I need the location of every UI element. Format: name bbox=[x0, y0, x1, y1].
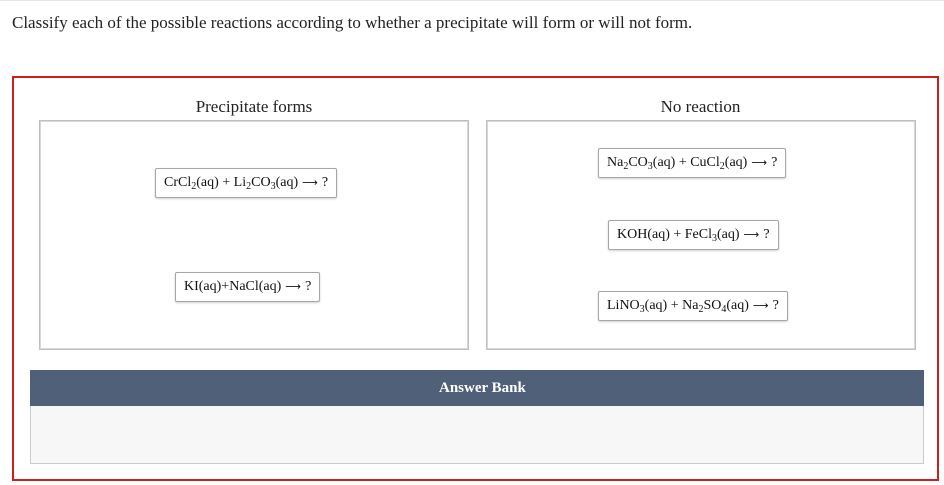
question-instructions: Classify each of the possible reactions according to whether a precipitate will form or will not form. bbox=[12, 13, 693, 32]
reaction-equation: CrCl$_2$(aq) + $Li_2CO_3(aq)$ bbox=[164, 175, 299, 192]
reaction-product-placeholder: ? bbox=[321, 175, 329, 190]
reaction-equation: KI(aq)+NaCl(aq) bbox=[184, 279, 282, 294]
reaction-product-placeholder: ? bbox=[305, 279, 312, 294]
bin-title-no-reaction: No reaction bbox=[660, 97, 741, 116]
reaction-arrow-icon: ⟶ bbox=[302, 176, 318, 189]
reaction-chip-crcl2-li2co3[interactable] bbox=[155, 168, 337, 198]
reaction-arrow-icon: ⟶ bbox=[743, 228, 760, 241]
answer-bank-dropzone[interactable] bbox=[30, 406, 924, 464]
reaction-equation: LiNO$_3$(aq) + $Na_2SO_4(aq)$ bbox=[607, 298, 749, 315]
reaction-equation: KOH(aq) + FeCl$_3$(aq) bbox=[617, 227, 740, 244]
reaction-chip-koh-fecl3[interactable] bbox=[608, 220, 779, 250]
reaction-chip-na2co3-cucl2[interactable] bbox=[598, 148, 786, 178]
top-divider bbox=[0, 0, 944, 1]
reaction-product-placeholder: ? bbox=[763, 227, 770, 242]
reaction-product-placeholder: ? bbox=[771, 155, 778, 170]
bin-precipitate-forms[interactable] bbox=[39, 120, 469, 350]
reaction-chip-lino3-na2so4[interactable] bbox=[598, 291, 788, 321]
reaction-arrow-icon: ⟶ bbox=[752, 299, 769, 312]
reaction-equation: $Na_2CO_3(aq)$ + CuCl$_2$(aq) bbox=[607, 155, 748, 172]
answer-bank-header: Answer Bank bbox=[30, 370, 924, 406]
reaction-arrow-icon: ⟶ bbox=[751, 156, 768, 169]
reaction-arrow-icon: ⟶ bbox=[285, 280, 302, 293]
reaction-chip-ki-nacl[interactable] bbox=[175, 272, 320, 302]
bin-title-precipitate-forms: Precipitate forms bbox=[195, 97, 313, 116]
reaction-product-placeholder: ? bbox=[772, 298, 779, 313]
